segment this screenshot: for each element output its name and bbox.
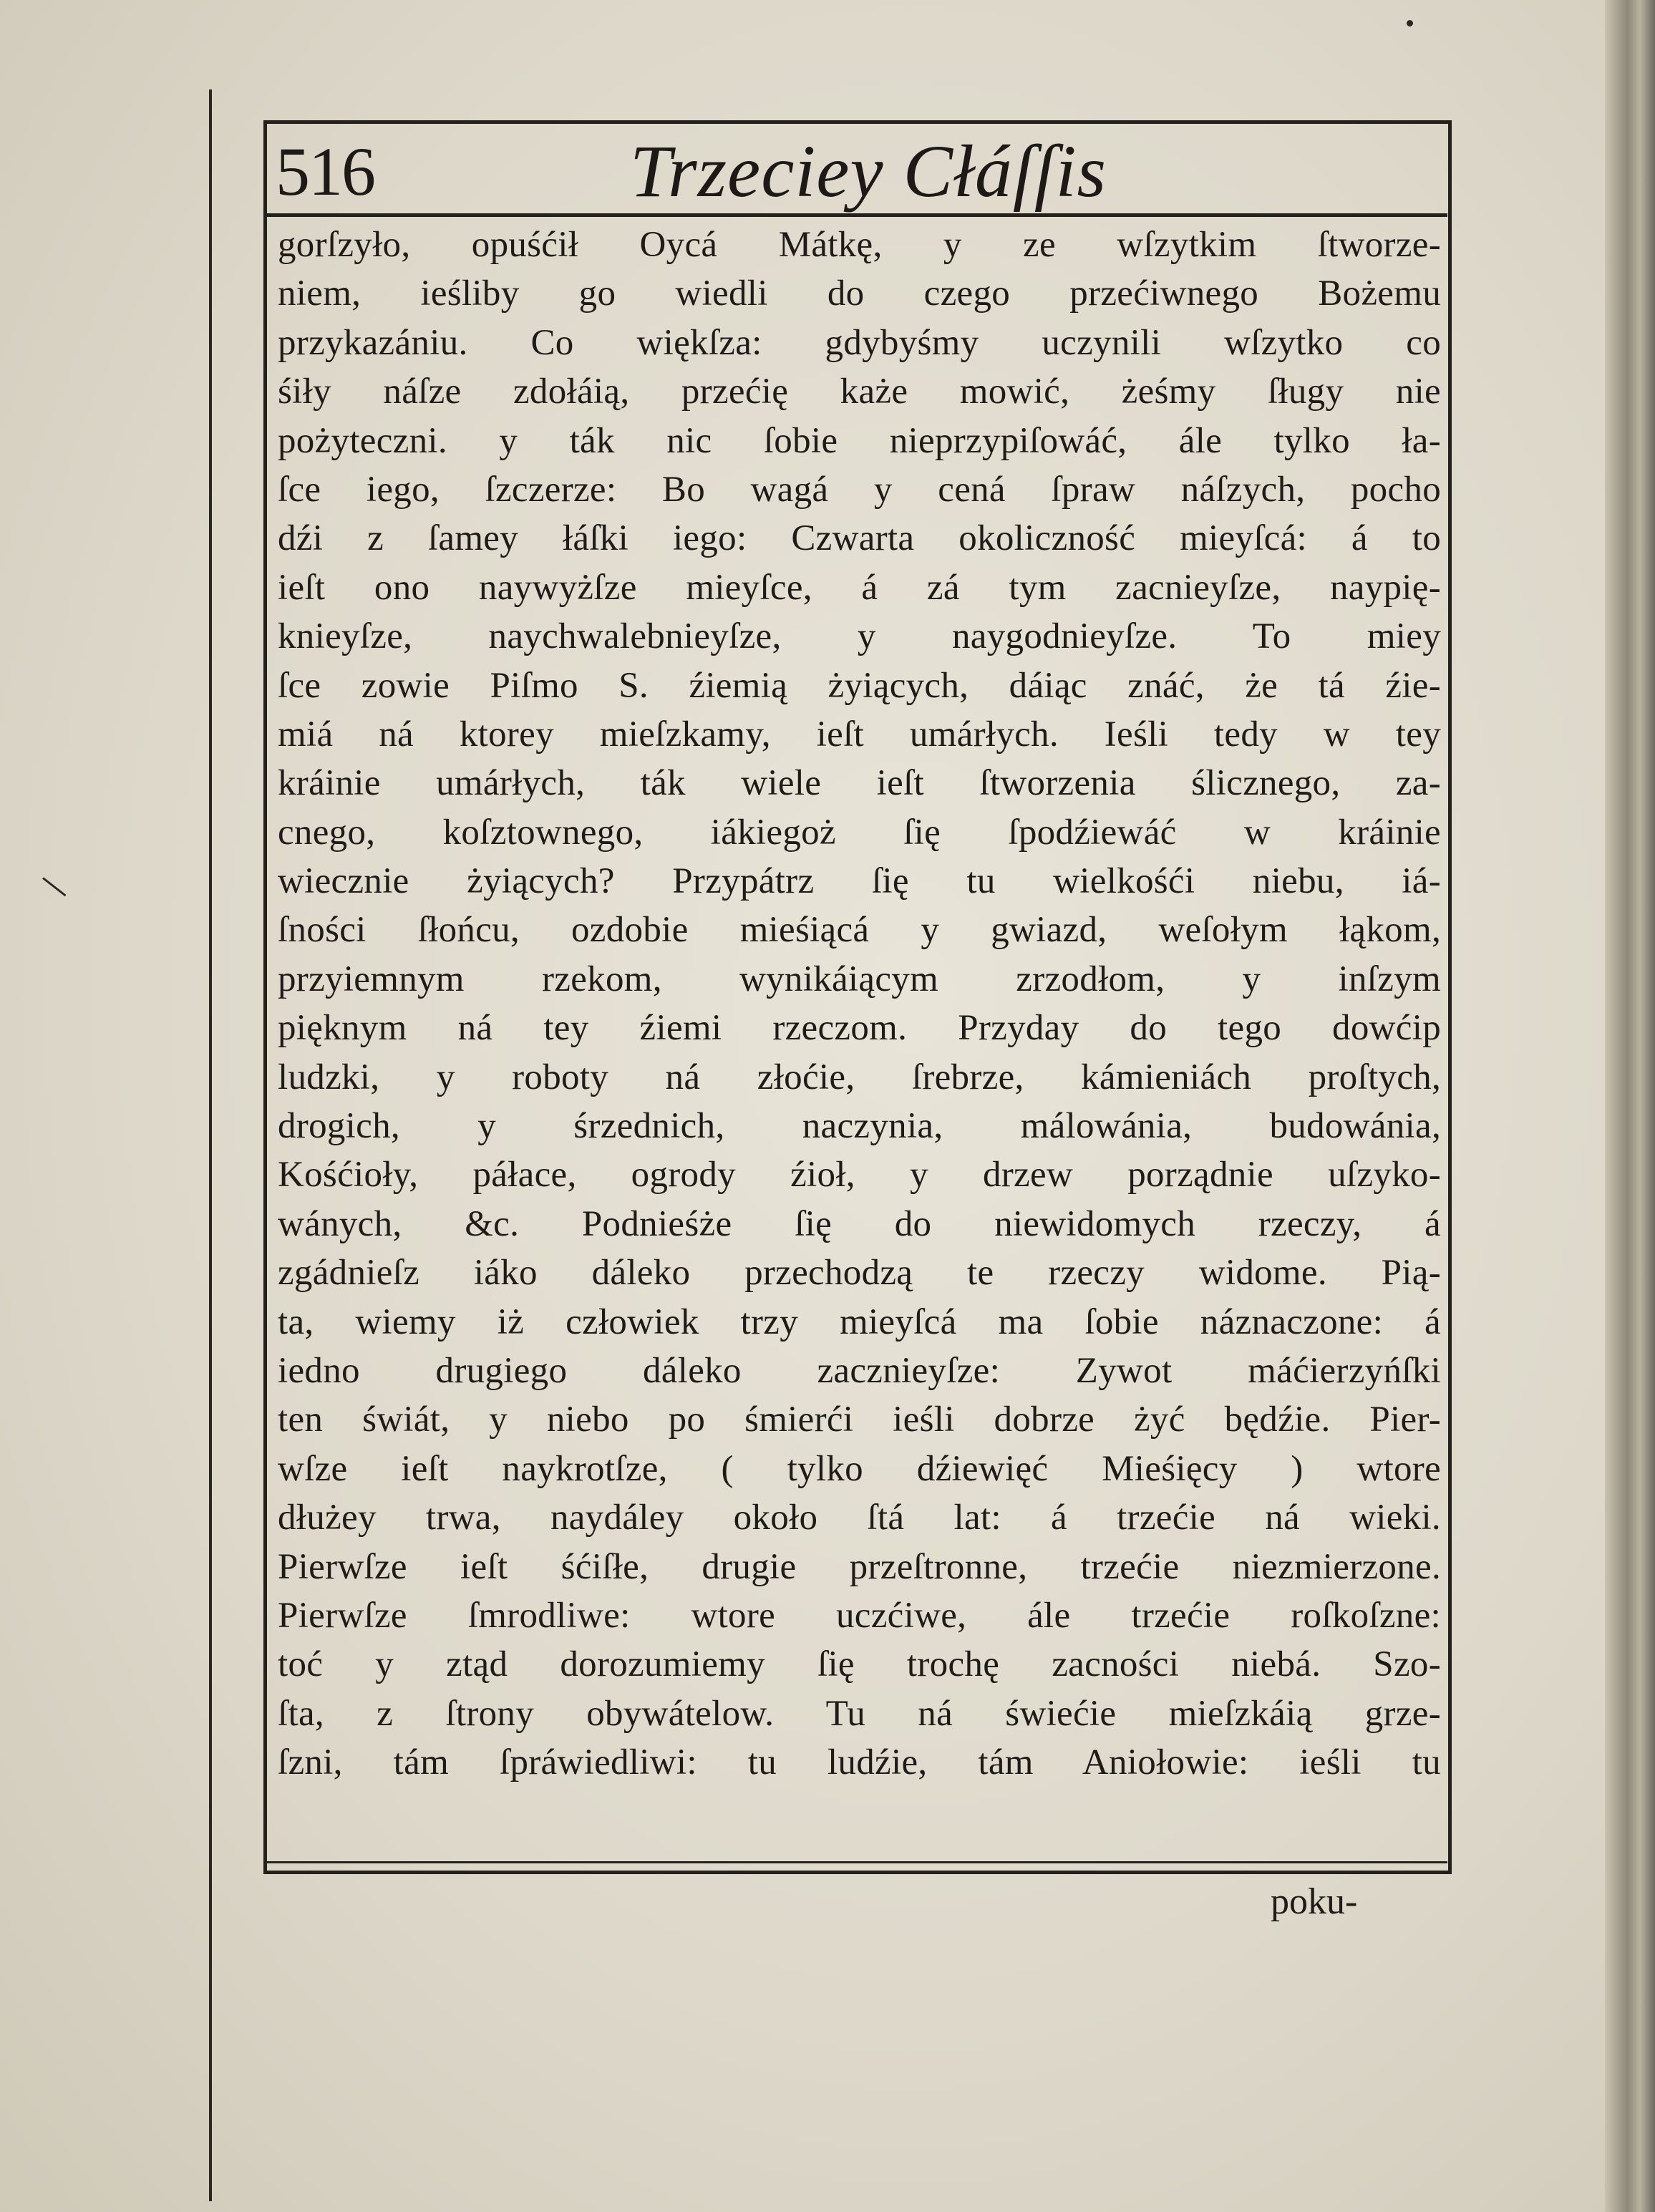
text-line: pięknym ná tey źiemi rzeczom. Przyday do tego dowćip bbox=[278, 1008, 1441, 1049]
text-line: kráinie umárłych, ták wiele ieſt ſtworzenia ślicznego, za- bbox=[278, 763, 1441, 804]
text-line: wiecznie żyiących? Przypátrz ſię tu wielkośći niebu, iá- bbox=[278, 861, 1441, 902]
ink-dot bbox=[1407, 20, 1413, 26]
text-line: przyiemnym rzekom, wynikáiącym zrzodłom, y inſzym bbox=[278, 959, 1441, 999]
running-title: Trzeciey Cłáſſis bbox=[630, 130, 1107, 213]
margin-mark bbox=[42, 877, 66, 896]
text-line: śiły náſze zdołáią, przećię każe mowić, żeśmy ſługy nie bbox=[278, 372, 1441, 412]
text-line: niem, ieśliby go wiedli do czego przećiwnego Bożemu bbox=[278, 273, 1441, 314]
binding-gutter bbox=[1605, 0, 1655, 2212]
catchword: poku- bbox=[1271, 1881, 1358, 1922]
text-line: ſności ſłońcu, ozdobie mieśiącá y gwiazd, weſołym łąkom, bbox=[278, 910, 1441, 951]
text-line: przykazániu. Co więkſza: gdybyśmy uczynili wſzytko co bbox=[278, 322, 1441, 363]
text-line: dźi z ſamey łáſki iego: Czwarta okoliczność mieyſcá: á to bbox=[278, 518, 1441, 559]
header-rule bbox=[266, 213, 1447, 217]
body-text bbox=[278, 220, 1441, 1787]
text-line: zgádnieſz iáko dáleko przechodzą te rzeczy widome. Pią- bbox=[278, 1253, 1441, 1294]
text-line: Pierwſze ieſt śćiſłe, drugie przeſtronne, trzećie niezmierzone. bbox=[278, 1546, 1441, 1587]
text-line: wánych, &c. Podnieśże ſię do niewidomych rzeczy, á bbox=[278, 1203, 1441, 1244]
text-line: ieſt ono naywyżſze mieyſce, á zá tym zacnieyſze, naypię- bbox=[278, 567, 1441, 608]
text-line: ludzki, y roboty ná złoćie, ſrebrze, kámieniách proſtych, bbox=[278, 1057, 1441, 1097]
page-number: 516 bbox=[276, 133, 374, 210]
text-line: toć y ztąd dorozumiemy ſię trochę zacności niebá. Szo- bbox=[278, 1644, 1441, 1685]
text-line: Pierwſze ſmrodliwe: wtore uczćiwe, ále trzećie roſkoſzne: bbox=[278, 1595, 1441, 1636]
text-line: pożyteczni. y ták nic ſobie nieprzypiſowáć, ále tylko ła- bbox=[278, 420, 1441, 461]
text-line: miá ná ktorey mieſzkamy, ieſt umárłych. Ieśli tedy w tey bbox=[278, 714, 1441, 755]
text-line: cnego, koſztownego, iákiegoż ſię ſpodźiewáć w kráinie bbox=[278, 812, 1441, 853]
text-line: gorſzyło, opuśćił Oycá Mátkę, y ze wſzytkim ſtworze- bbox=[278, 225, 1441, 265]
text-line: ſzni, tám ſpráwiedliwi: tu ludźie, tám Aniołowie: ieśli tu bbox=[278, 1742, 1441, 1783]
text-line: ſce iego, ſzczerze: Bo wagá y cená ſpraw náſzych, pocho bbox=[278, 469, 1441, 510]
frame-inner-rule bbox=[266, 1861, 1447, 1863]
text-line: ſta, z ſtrony obywátelow. Tu ná świećie mieſzkáią grze- bbox=[278, 1693, 1441, 1734]
text-line: ta, wiemy iż człowiek trzy mieyſcá ma ſobie náznaczone: á bbox=[278, 1301, 1441, 1342]
text-line: ſce zowie Piſmo S. źiemią żyiących, dáiąc znáć, że tá źie- bbox=[278, 665, 1441, 706]
text-line: drogich, y śrzednich, naczynia, málowánia, budowánia, bbox=[278, 1106, 1441, 1147]
page-header bbox=[276, 132, 1435, 215]
margin-rule bbox=[209, 89, 212, 2201]
text-line: Kośćioły, páłace, ogrody źioł, y drzew porządnie uſzyko- bbox=[278, 1155, 1441, 1195]
text-line: iedno drugiego dáleko zacznieyſze: Zywot máćierzyńſki bbox=[278, 1350, 1441, 1391]
text-line: knieyſze, naychwalebnieyſze, y naygodnieyſze. To miey bbox=[278, 616, 1441, 657]
text-line: dłużey trwa, naydáley około ſtá lat: á trzećie ná wieki. bbox=[278, 1498, 1441, 1538]
text-line: wſze ieſt naykrotſze, ( tylko dźiewięć Mieśięcy ) wtore bbox=[278, 1448, 1441, 1489]
text-line: ten świát, y niebo po śmierći ieśli dobrze żyć będźie. Pier- bbox=[278, 1400, 1441, 1440]
